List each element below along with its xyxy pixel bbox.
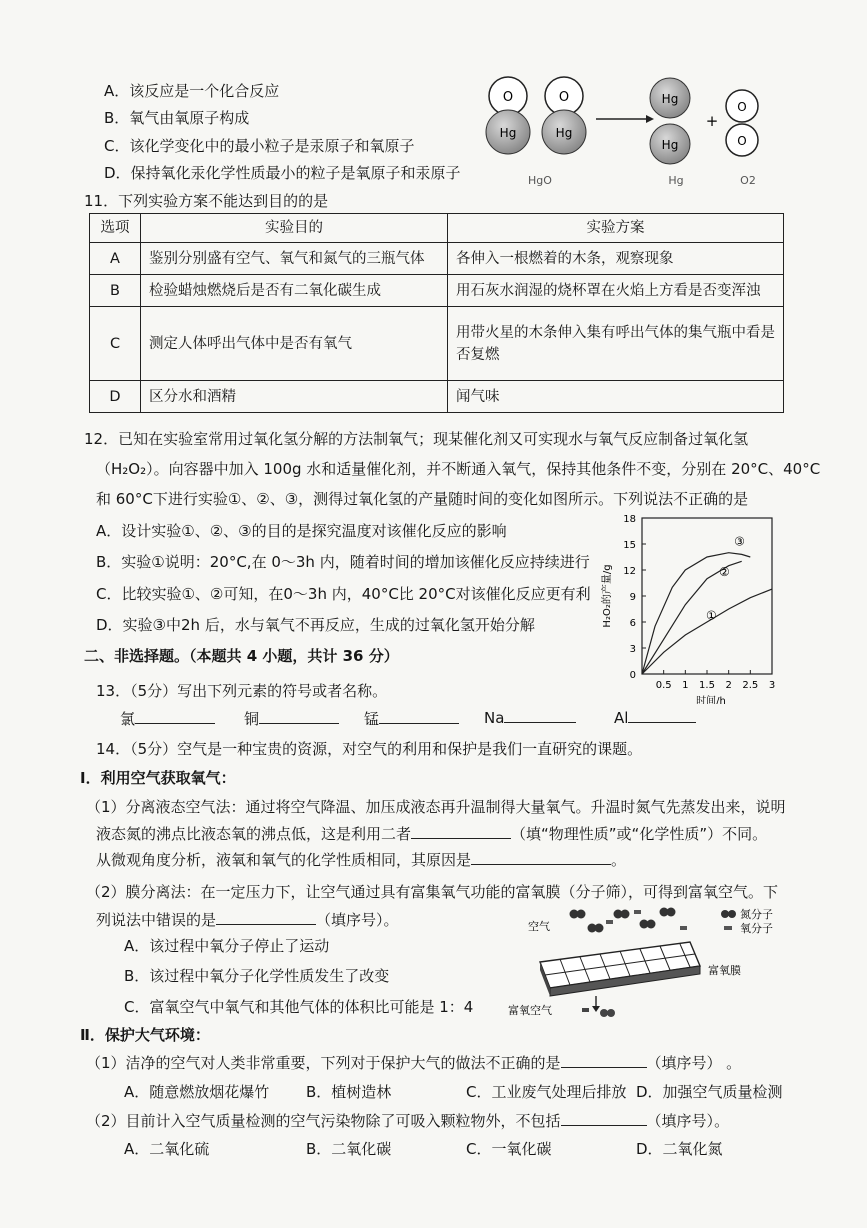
text-segment: （填序号）。: [316, 911, 399, 929]
hgo-molecule-1: [486, 77, 530, 154]
row-option: B: [90, 275, 141, 307]
q13-stem: 13．（5分）写出下列元素的符号或者名称。: [96, 682, 388, 700]
q14-ii-q2-option-d: D．二氧化氮: [636, 1140, 723, 1158]
series-line: [642, 589, 772, 674]
y-tick-label: 6: [629, 618, 636, 629]
q13-item-chlorine: [120, 708, 215, 729]
q14-p2-option-a: A．该过程中氧分子停止了运动: [124, 937, 330, 955]
o-atom-label: O: [502, 90, 514, 105]
q14-p1-line-1: （1）分离液态空气法：通过将空气降温、加压成液态再升温制得大量氧气。升温时氮气先蒸发出来，说明: [86, 798, 786, 816]
series-label: ②: [718, 565, 730, 580]
series-label: ①: [705, 608, 717, 623]
rich-air-label: 富氧空气: [508, 1004, 552, 1017]
x-tick-label: 2.5: [742, 680, 759, 691]
series-label: ③: [734, 534, 745, 549]
x-tick-label: 3: [768, 680, 776, 691]
hgo-molecule-2: [542, 77, 586, 154]
text-segment: 。: [726, 1054, 742, 1072]
text-segment: （1）洁净的空气对人类非常重要，下列对于保护大气的做法不正确的是: [86, 1054, 561, 1072]
q14-part2-title: Ⅱ．保护大气环境：: [80, 1026, 210, 1044]
header-plan: 实验方案: [448, 214, 784, 243]
o-atom-label: O: [737, 100, 747, 114]
plus-sign: +: [705, 112, 719, 130]
x-axis-label: 时间/h: [696, 696, 726, 704]
plot-frame: [642, 518, 772, 674]
row-option: C: [90, 307, 141, 381]
header-purpose: 实验目的: [141, 214, 448, 243]
row-plan: 用带火星的木条伸入集有呼出气体的集气瓶中看是否复燃: [448, 307, 784, 381]
text-segment: 从微观角度分析，液氧和氧气的化学性质相同，其原因是: [96, 851, 472, 869]
q14-p2-line-2: [96, 909, 399, 930]
text-segment: （填序号）: [646, 1112, 715, 1130]
q10-option-d: D．保持氧化汞化学性质最小的粒子是氧原子和汞原子: [104, 164, 461, 182]
q12-option-c: C．比较实验①、②可知，在0～3h 内，40°C比 20°C对该催化反应更有利: [96, 585, 591, 603]
n2-molecules: [570, 908, 676, 933]
text-segment: 列说法中错误的是: [96, 911, 217, 929]
item-label: 锰: [364, 710, 380, 728]
hg-atom-label: Hg: [555, 126, 573, 140]
q12-option-b: B．实验①说明：20°C,在 0～3h 内，随着时间的增加该催化反应持续进行: [96, 553, 590, 571]
item-label: 铜: [244, 710, 260, 728]
n2-legend-label: 氮分子: [740, 908, 773, 921]
row-purpose: 测定人体呼出气体中是否有氧气: [141, 307, 448, 381]
caption-o2: O2: [740, 174, 756, 187]
answer-blank[interactable]: [628, 708, 696, 723]
x-tick-label: 0.5: [655, 680, 672, 691]
row-plan: 各伸入一根燃着的木条，观察现象: [448, 243, 784, 275]
y-tick-label: 0: [629, 670, 636, 681]
output-molecules: [582, 1008, 615, 1017]
membrane-sieve: [540, 942, 700, 996]
air-label: 空气: [528, 920, 550, 933]
q14-stem: 14．（5分）空气是一种宝贵的资源，对空气的利用和保护是我们一直研究的课题。: [96, 740, 643, 758]
row-option: A: [90, 243, 141, 275]
o-atom-label: O: [558, 90, 570, 105]
q10-option-c: C．该化学变化中的最小粒子是汞原子和氧原子: [104, 137, 415, 155]
q12-line-1: 12．已知在实验室常用过氧化氢分解的方法制氧气；现某催化剂又可实现水与氧气反应制备过氧化氢: [84, 430, 749, 448]
y-tick-label: 12: [623, 566, 636, 577]
text-segment: （2）目前计入空气质量检测的空气污染物除了可吸入颗粒物外，不包括: [86, 1112, 561, 1130]
x-tick-label: 2: [725, 680, 732, 691]
reaction-arrow: [596, 115, 654, 123]
text-segment: 液态氮的沸点比液态氧的沸点低，这是利用二者: [96, 825, 412, 843]
legend-n2: [721, 907, 773, 921]
table-row: [90, 307, 784, 381]
q10-option-a: A．该反应是一个化合反应: [104, 82, 280, 100]
q14-ii-q2: [86, 1110, 729, 1131]
q12-option-a: A．设计实验①、②、③的目的是探究温度对该催化反应的影响: [96, 522, 507, 540]
q14-p2-option-c: C．富氧空气中氧气和其他气体的体积比可能是 1：4: [124, 998, 474, 1016]
section-2-title: 二、非选择题。（本题共 4 小题，共计 36 分）: [84, 647, 399, 665]
text-segment: （填序号）: [646, 1054, 715, 1072]
hg-atom-label: Hg: [661, 92, 679, 106]
row-plan: 闻气味: [448, 381, 784, 413]
caption-hg: Hg: [668, 174, 684, 187]
text-segment: 。: [714, 1112, 730, 1130]
answer-blank[interactable]: [561, 1111, 647, 1126]
y-tick-label: 18: [623, 514, 636, 525]
y-tick-label: 15: [623, 540, 636, 551]
row-purpose: 区分水和酒精: [141, 381, 448, 413]
q14-ii-q1-option-c: C．工业废气处理后排放: [466, 1083, 627, 1101]
table-row: [90, 381, 784, 413]
q14-part1-title: Ⅰ．利用空气获取氧气：: [80, 769, 236, 787]
q14-p1-line-3: [96, 849, 626, 870]
q13-item-na: [484, 708, 576, 727]
q14-p2-option-b: B．该过程中氧分子化学性质发生了改变: [124, 967, 390, 985]
y-axis-label: H₂O₂的产量/g: [602, 564, 613, 628]
item-label: Na: [484, 709, 505, 727]
q11-table: [89, 213, 784, 413]
x-tick-label: 1: [682, 680, 689, 691]
q14-ii-q1-option-b: B．植树造林: [306, 1083, 392, 1101]
hg-atom-label: Hg: [499, 126, 517, 140]
table-row: [90, 243, 784, 275]
text-segment: 。: [611, 851, 627, 869]
item-label: 氯: [120, 710, 136, 728]
q10-option-b: B．氧气由氧原子构成: [104, 109, 250, 127]
q14-ii-q2-option-c: C．一氧化碳: [466, 1140, 552, 1158]
answer-blank[interactable]: [135, 709, 215, 724]
table-header-row: [90, 214, 784, 243]
row-purpose: 检验蜡烛燃烧后是否有二氧化碳生成: [141, 275, 448, 307]
oxygen-membrane-diagram: [500, 900, 800, 1024]
q13-item-manganese: [364, 708, 459, 729]
membrane-label: 富氧膜: [708, 964, 741, 977]
h2o2-yield-chart: [596, 508, 796, 704]
q14-ii-q1: [86, 1052, 741, 1073]
hgo-decomposition-diagram: [480, 72, 780, 194]
q14-ii-q2-option-a: A．二氧化硫: [124, 1140, 210, 1158]
answer-blank[interactable]: [471, 850, 611, 865]
hg-atoms: [650, 78, 690, 164]
x-tick-label: 1.5: [699, 680, 715, 691]
y-tick-label: 9: [629, 592, 636, 603]
item-label: Al: [614, 709, 629, 727]
table-row: [90, 275, 784, 307]
answer-blank[interactable]: [411, 824, 511, 839]
caption-hgo: HgO: [528, 174, 552, 187]
text-segment: （填“物理性质”或“化学性质”）不同。: [511, 825, 768, 843]
answer-blank[interactable]: [379, 709, 459, 724]
row-plan: 用石灰水润湿的烧杯罩在火焰上方看是否变浑浊: [448, 275, 784, 307]
answer-blank[interactable]: [504, 708, 576, 723]
hg-atom-label: Hg: [661, 138, 679, 152]
q12-line-3: 和 60°C下进行实验①、②、③，测得过氧化氢的产量随时间的变化如图所示。下列说法不正确的是: [96, 490, 749, 508]
answer-blank[interactable]: [561, 1053, 647, 1068]
row-purpose: 鉴别分别盛有空气、氧气和氮气的三瓶气体: [141, 243, 448, 275]
q13-item-copper: [244, 708, 339, 729]
q13-item-al: [614, 708, 696, 727]
answer-blank[interactable]: [216, 910, 316, 925]
o-atom-label: O: [737, 134, 747, 148]
legend-o2: [724, 921, 773, 935]
answer-blank[interactable]: [259, 709, 339, 724]
o2-legend-label: 氧分子: [740, 922, 773, 935]
header-option: 选项: [90, 214, 141, 243]
y-tick-label: 3: [629, 644, 636, 655]
row-option: D: [90, 381, 141, 413]
q14-p1-line-2: [96, 823, 767, 844]
q12-option-d: D．实验③中2h 后，水与氧气不再反应，生成的过氧化氢开始分解: [96, 616, 535, 634]
q14-ii-q2-option-b: B．二氧化碳: [306, 1140, 392, 1158]
downward-arrow: [592, 996, 600, 1012]
q12-line-2: （H₂O₂）。向容器中加入 100g 水和适量催化剂，并不断通入氧气，保持其他条件不变，分别在 20°C、40°C: [96, 460, 821, 478]
series-line: [642, 553, 750, 674]
q14-ii-q1-option-a: A．随意燃放烟花爆竹: [124, 1083, 270, 1101]
o2-molecule: [726, 90, 758, 156]
q11-stem: 11．下列实验方案不能达到目的的是: [84, 192, 329, 210]
q14-ii-q1-option-d: D．加强空气质量检测: [636, 1083, 783, 1101]
q14-p2-line-1: （2）膜分离法：在一定压力下，让空气通过具有富集氧气功能的富氧膜（分子筛），可得到富氧空气。下: [86, 883, 779, 901]
